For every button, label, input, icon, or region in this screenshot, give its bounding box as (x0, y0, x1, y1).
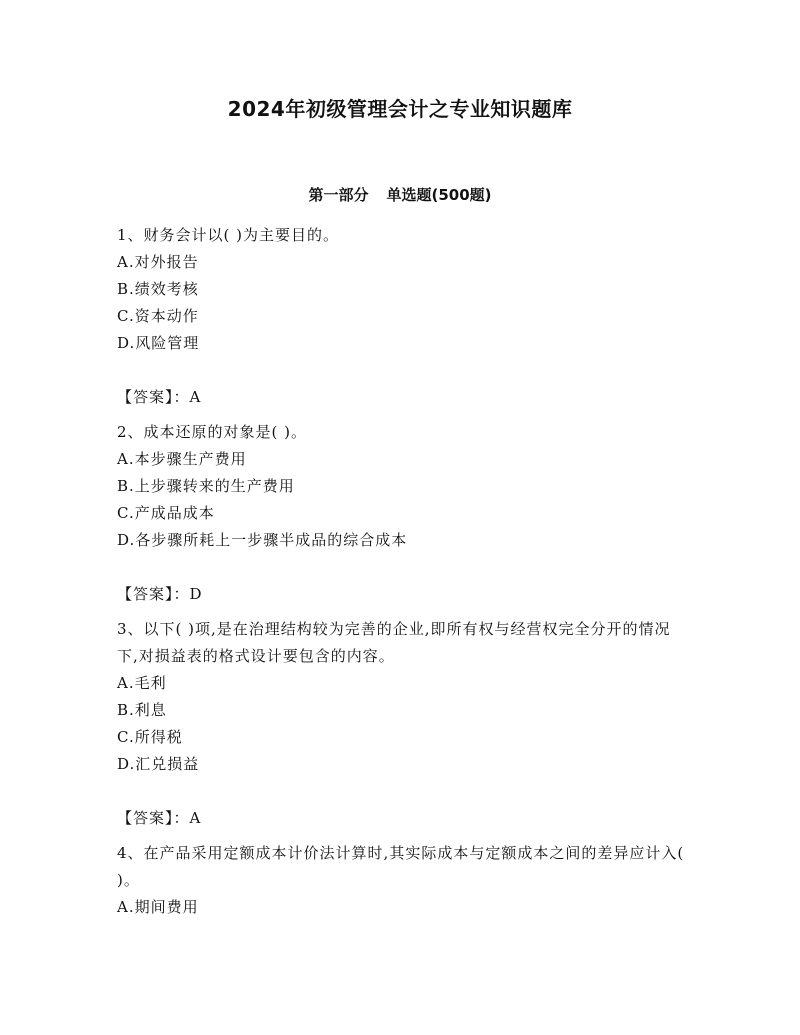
option-d: D.风险管理 (117, 334, 200, 352)
section-part: 第一部分 (308, 186, 369, 204)
answer-value: A (189, 809, 202, 827)
question-stem: 1、财务会计以( )为主要目的。 (117, 226, 340, 244)
question-1 (117, 222, 687, 411)
question-2 (117, 419, 687, 608)
question-stem: 2、成本还原的对象是( )。 (117, 423, 308, 441)
option-b: B.利息 (117, 701, 167, 719)
option-b: B.绩效考核 (117, 280, 199, 298)
option-a: A.对外报告 (117, 253, 199, 271)
option-d: D.各步骤所耗上一步骤半成品的综合成本 (117, 531, 408, 549)
option-a: A.期间费用 (117, 898, 199, 916)
answer-value: A (189, 388, 202, 406)
option-a: A.本步骤生产费用 (117, 450, 247, 468)
option-b: B.上步骤转来的生产费用 (117, 477, 295, 495)
answer-label: 【答案】： (117, 388, 190, 406)
option-c: C.产成品成本 (117, 504, 215, 522)
question-3 (117, 616, 687, 832)
question-4 (117, 840, 687, 921)
answer-label: 【答案】： (117, 809, 190, 827)
answer-line (117, 581, 687, 608)
option-d: D.汇兑损益 (117, 755, 200, 773)
document-title: 2024年初级管理会计之专业知识题库 (227, 97, 573, 121)
answer-label: 【答案】： (117, 585, 190, 603)
option-a: A.毛利 (117, 674, 167, 692)
question-stem: 4、在产品采用定额成本计价法计算时,其实际成本与定额成本之间的差异应计入( )。 (117, 844, 685, 889)
section-title (0, 183, 800, 207)
section-name: 单选题(500题) (386, 186, 492, 204)
option-c: C.资本动作 (117, 307, 199, 325)
answer-line (117, 384, 687, 411)
question-list (117, 222, 687, 921)
question-stem: 3、以下( )项,是在治理结构较为完善的企业,即所有权与经营权完全分开的情况下,对损益表的格式设计要包含的内容。 (117, 620, 671, 665)
option-c: C.所得税 (117, 728, 183, 746)
answer-line (117, 805, 687, 832)
answer-value: D (189, 585, 203, 603)
